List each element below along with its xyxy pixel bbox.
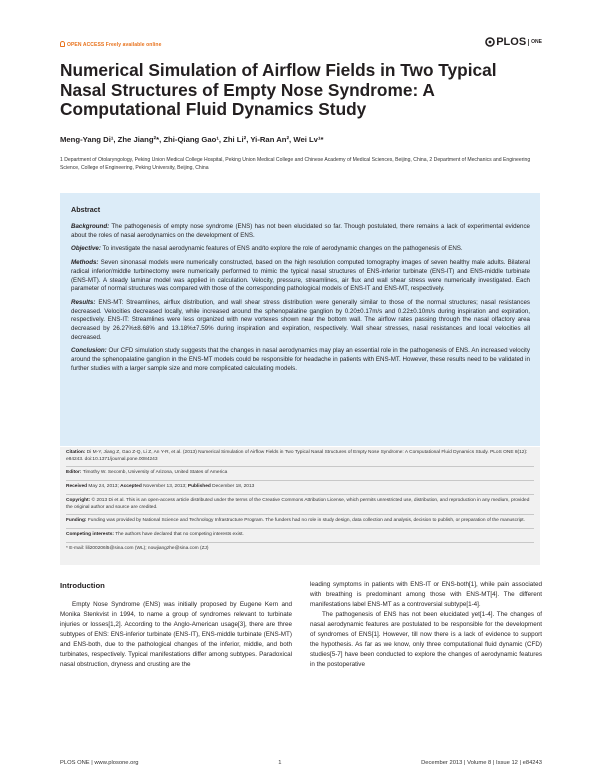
abstract-methods-label: Methods: (71, 259, 99, 267)
introduction-column-1: Empty Nose Syndrome (ENS) was initially proposed by Eugene Kern and Monika Stenkvist in 1994, to name a group of syndromes relevant to turbinate injuries or losses[1,2]. According to the Anglo-American usage[3], there are three subtypes of ENS: ENS-inferior turbinate (ENS-IT), ENS-middle turbinate (ENS-MT) and ENS-both, due to the pathological changes of the inferior, middle, and both turbinates, respectively. Typical manifestations differ among subtypes. Paradoxical nasal obstruction, dryness and crusting are the (60, 601, 292, 668)
abstract-results-text: ENS-MT: Streamlines, airflux distribution, and wall shear stress distribution were generally similar to those of the normal structures; nasal resistances decreased. Velocities decreased locally, while increased around the sphenopalatine ganglion by 0.20±0.17m/s and 0.22±0.10m/s during inspiration and expiration, respectively. ENS-IT: Streamlines were less organized with new vortexes shown near the bottom wall. The airflow rates passing through the nasal olfactory area decreased by 26.27%±8.68% and 13.18%±7.59% during inspiration and expiration, respectively. Wall shear stresses, nasal resistances and local velocities all decreased. (71, 298, 530, 341)
abstract-box (60, 193, 540, 446)
plos-logo-icon (485, 37, 495, 47)
copyright-label: Copyright: (66, 497, 91, 503)
article-metadata-box (60, 447, 540, 565)
funding-label: Funding: (66, 518, 87, 524)
journal-logo-suffix: ONE (528, 39, 542, 46)
abstract-background (71, 223, 530, 240)
abstract-background-text: The pathogenesis of empty nose syndrome (ENS) has not been elucidated so far. Though postulated, there remains a lack of experimental evidence about the roles of nasal aerodynamics on the development of ENS. (71, 223, 530, 239)
metadata-divider (66, 480, 534, 481)
journal-logo (485, 36, 542, 48)
editor-label: Editor: (66, 470, 82, 476)
abstract-background-label: Background: (71, 223, 110, 230)
accepted-date: November 13, 2013; (141, 484, 188, 490)
metadata-divider (66, 528, 534, 529)
abstract-objective-text: To investigate the nasal aerodynamic features of ENS and/to explore the role of aerodynamic changes on the pathogenesis of ENS. (100, 245, 463, 253)
footer-page-number: 1 (278, 760, 282, 766)
copyright (66, 498, 534, 511)
introduction-paragraph: The pathogenesis of ENS has not been elucidated yet[1-4]. The changes of nasal aerodynamic features are postulated to be responsible for the development of syndromes of ENS[1]. However, till now there is a lack of evidence to support the hypothesis. As far as we know, only three computational fluid dynamic (CFD) studies[5-7] have been conducted to explore the changes of aerodynamic features in the postoperative (310, 611, 542, 668)
abstract-results (71, 299, 530, 343)
abstract-conclusion-label: Conclusion: (71, 347, 107, 355)
metadata-divider (66, 542, 534, 543)
page-footer (60, 760, 542, 766)
editor (66, 470, 534, 477)
accepted-label: Accepted (120, 484, 142, 490)
introduction-heading: Introduction (60, 581, 105, 590)
received-date: May 24, 2013; (87, 484, 121, 490)
funding (66, 518, 534, 525)
open-access-badge (60, 41, 161, 48)
abstract-conclusion (71, 347, 530, 373)
abstract-objective-label: Objective: (71, 245, 101, 253)
metadata-divider (66, 494, 534, 495)
abstract-objective (71, 245, 530, 254)
received-label: Received (66, 484, 88, 490)
editor-text: Timothy W. Secomb, University of Arizona, United States of America (81, 470, 228, 476)
metadata-divider (66, 466, 534, 467)
abstract-conclusion-text: Our CFD simulation study suggests that the changes in nasal aerodynamics may play an essential role in the pathogenesis of ENS. An increased velocity around the sphenopalatine ganglion in the ENS-MT models could be responsible for headache in patients with ENS-MT. However, these results need to be validated in further studies with a larger sample size and more complicated calculating models. (71, 347, 530, 372)
open-access-lock-icon (60, 41, 65, 47)
abstract-methods (71, 259, 530, 294)
published-label: Published (187, 484, 211, 490)
citation-text: Di M-Y, Jiang Z, Gao Z-Q, Li Z, An Y-R, et al. (2013) Numerical Simulation of Airflow Fields in Two Typical Nasal Structures of Empty Nose Syndrome: A Computational Fluid Dynamics Study. PLoS ONE 8(12): e84243. doi:10.1371/journal.pone.0084243 (66, 450, 528, 462)
journal-logo-text: PLOS (496, 36, 527, 48)
author-list: Meng-Yang Di¹, Zhe Jiang²*, Zhi-Qiang Gao¹, Zhi Li², Yi-Ran An², Wei Lv¹* (60, 135, 324, 144)
citation-label: Citation: (66, 450, 86, 455)
competing-text: The authors have declared that no competing interests exist. (113, 531, 244, 537)
footer-journal: PLOS ONE | www.plosone.org (60, 760, 139, 766)
abstract-results-label: Results: (71, 298, 96, 306)
funding-text: Funding was provided by National Science and Technology Infrastructure Program. The funders had no role in study design, data collection and analysis, decision to publish, or preparation of the manuscript. (86, 518, 525, 524)
competing-label: Competing interests: (66, 531, 114, 537)
metadata-divider (66, 514, 534, 515)
citation (66, 450, 534, 463)
dates (66, 484, 534, 491)
introduction-paragraph: leading symptoms in patients with ENS-IT or ENS-both[1], while pain associated with breathing is predominant among those with ENS-MT[4]. The different manifestations label ENS-MT as a controversial subtype[1-4]. (310, 581, 542, 608)
affiliations: 1 Department of Otolaryngology, Peking Union Medical College Hospital, Peking Union Medical College and Chinese Academy of Medical Sciences, Beijing, China, 2 Department of Mechanics and Engineering Science, College of Engineering, Peking University, Beijing, China (60, 157, 531, 172)
paper-title: Numerical Simulation of Airflow Fields in Two Typical Nasal Structures of Empty Nose Syndrome: A Computational Fluid Dynamics Study (60, 60, 497, 119)
introduction-column-2 (310, 580, 542, 670)
copyright-text: © 2013 Di et al. This is an open-access article distributed under the terms of the Creative Commons Attribution License, which permits unrestricted use, distribution, and reproduction in any medium, provided the original author and source are credited. (66, 497, 530, 510)
corresponding-email: * E-mail: lili200206l5@sina.com (WL); nowjiangzhe@sina.com (ZJ) (66, 545, 209, 551)
footer-issue: December 2013 | Volume 8 | Issue 12 | e84243 (421, 760, 542, 766)
abstract-heading: Abstract (71, 205, 101, 214)
published-date: December 18, 2013 (210, 484, 255, 490)
open-access-label: OPEN ACCESS Freely available online (67, 42, 162, 48)
competing-interests (66, 532, 534, 539)
abstract-methods-text: Seven sinonasal models were numerically constructed, based on the high resolution computed tomography images of seven healthy male adults. Bilateral radical inferior/middle turbinectomy were numerically performed to mimic the typical nasal structures of ENS-inferior turbinate (ENS-IT) and ENS-middle turbinate (ENS-MT). A steady laminar model was applied in calculation. Velocity, pressure, streamlines, air flux and wall shear stress were numerically investigated. Each parameter of normal structures was compared with those of the corresponding pathological models of ENS-IT and ENS-MT, respectively. (71, 259, 530, 293)
